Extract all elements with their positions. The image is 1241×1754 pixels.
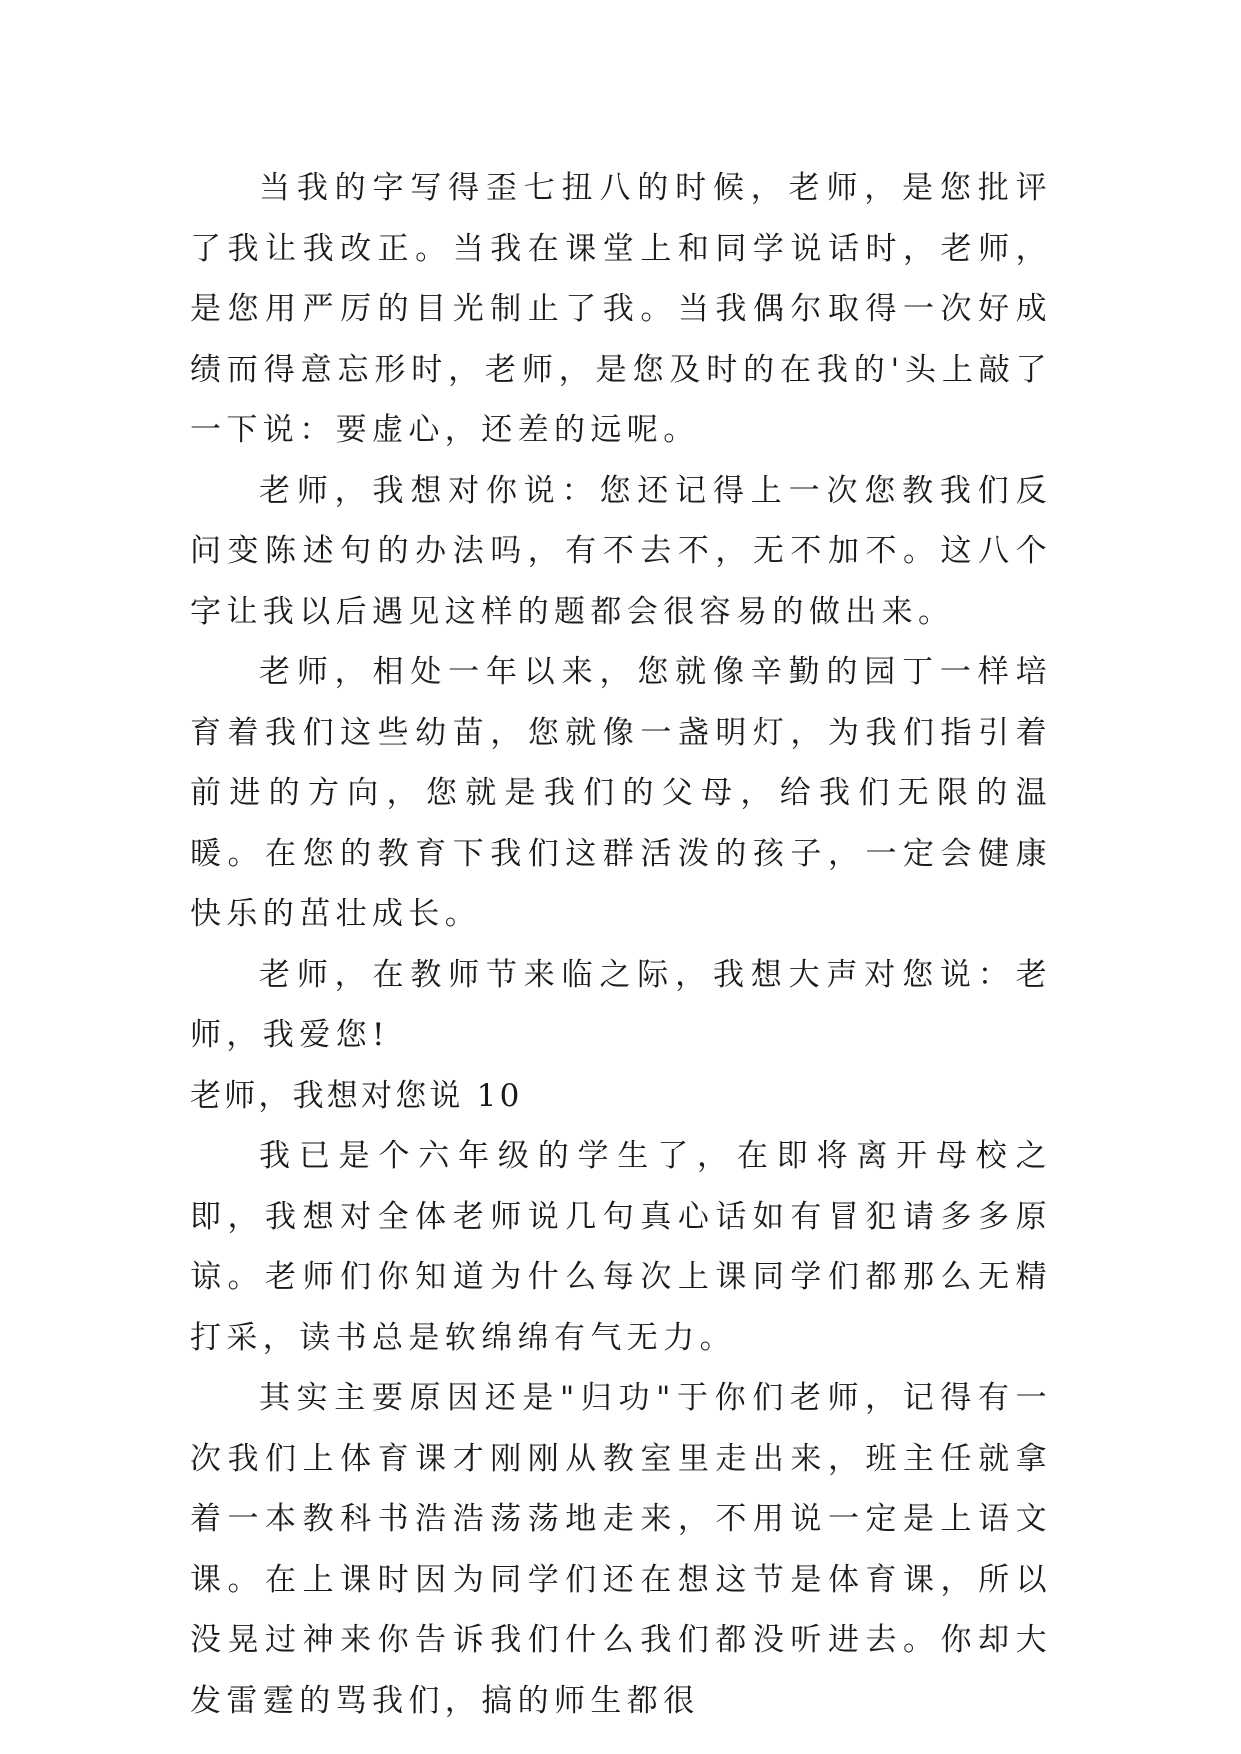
section-title: 老师，我想对您说 10 — [190, 1077, 523, 1114]
paragraph-4: 老师，在教师节来临之际，我想大声对您说：老师，我爱您! — [190, 956, 1052, 1053]
paragraph-3: 老师，相处一年以来，您就像辛勤的园丁一样培育着我们这些幼苗，您就像一盏明灯，为我们指引着前进的方向，您就是我们的父母，给我们无限的温暖。在您的教育下我们这群活泼的孩子，一定会健康快乐的茁壮成长。 — [190, 654, 1052, 932]
paragraph-5: 我已是个六年级的学生了，在即将离开母校之即，我想对全体老师说几句真心话如有冒犯请多多原谅。老师们你知道为什么每次上课同学们都那么无精打采，读书总是软绵绵有气无力。 — [190, 1138, 1052, 1356]
document-body — [190, 158, 1052, 1731]
paragraph-2: 老师，我想对你说：您还记得上一次您教我们反问变陈述句的办法吗，有不去不，无不加不。这八个字让我以后遇见这样的题都会很容易的做出来。 — [190, 472, 1052, 630]
paragraph-6: 其实主要原因还是"归功"于你们老师，记得有一次我们上体育课才刚刚从教室里走出来，班主任就拿着一本教科书浩浩荡荡地走来，不用说一定是上语文课。在上课时因为同学们还在想这节是体育课，所以没晃过神来你告诉我们什么我们都没听进去。你却大发雷霆的骂我们，搞的师生都很 — [190, 1380, 1052, 1719]
paragraph-1: 当我的字写得歪七扭八的时候，老师，是您批评了我让我改正。当我在课堂上和同学说话时，老师，是您用严厉的目光制止了我。当我偶尔取得一次好成绩而得意忘形时，老师，是您及时的在我的'头上敲了一下说：要虚心，还差的远呢。 — [190, 170, 1052, 448]
